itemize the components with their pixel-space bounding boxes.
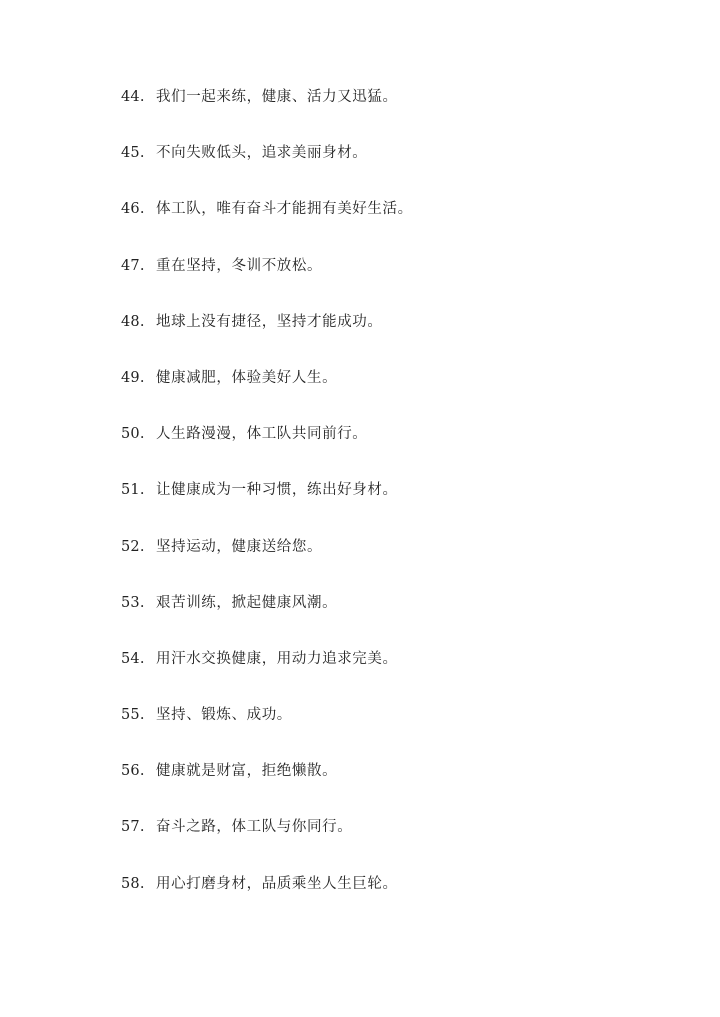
list-item — [121, 704, 413, 760]
list-item — [121, 479, 413, 535]
item-number: 44. — [121, 89, 145, 105]
item-text: 我们一起来练，健康、活力又迅猛。 — [156, 89, 398, 105]
item-number: 48. — [121, 313, 145, 330]
list-item — [121, 86, 413, 142]
item-number: 55. — [121, 707, 145, 724]
item-text: 健康减肥，体验美好人生。 — [156, 369, 338, 386]
list-item — [121, 592, 413, 648]
item-text: 体工队，唯有奋斗才能拥有美好生活。 — [156, 201, 413, 218]
item-number: 45. — [121, 145, 145, 162]
item-number: 57. — [121, 819, 145, 836]
list-item — [121, 311, 413, 367]
item-text: 用汗水交换健康，用动力追求完美。 — [156, 650, 398, 667]
list-item — [121, 142, 413, 198]
item-number: 51. — [121, 482, 145, 499]
item-number: 53. — [121, 594, 145, 611]
list-item — [121, 816, 413, 872]
slogan-list — [121, 86, 413, 929]
list-item — [121, 873, 413, 929]
list-item — [121, 198, 413, 254]
item-text: 重在坚持，冬训不放松。 — [156, 257, 323, 274]
item-text: 让健康成为一种习惯，练出好身材。 — [156, 482, 398, 499]
item-text: 人生路漫漫，体工队共同前行。 — [156, 426, 368, 443]
item-text: 奋斗之路，体工队与你同行。 — [156, 819, 353, 836]
list-item — [121, 367, 413, 423]
item-text: 不向失败低头，追求美丽身材。 — [156, 145, 368, 162]
item-number: 52. — [121, 538, 145, 555]
item-number: 54. — [121, 650, 145, 667]
item-text: 坚持运动，健康送给您。 — [156, 538, 323, 555]
item-number: 49. — [121, 369, 145, 386]
item-text: 地球上没有捷径，坚持才能成功。 — [156, 313, 383, 330]
list-item — [121, 760, 413, 816]
item-text: 坚持、锻炼、成功。 — [156, 707, 292, 724]
item-number: 47. — [121, 257, 145, 274]
item-text: 健康就是财富，拒绝懒散。 — [156, 763, 338, 780]
list-item — [121, 648, 413, 704]
item-number: 46. — [121, 201, 145, 218]
item-text: 艰苦训练，掀起健康风潮。 — [156, 594, 338, 611]
list-item — [121, 536, 413, 592]
list-item — [121, 255, 413, 311]
item-number: 50. — [121, 426, 145, 443]
list-item — [121, 423, 413, 479]
item-number: 58. — [121, 875, 145, 892]
item-text: 用心打磨身材，品质乘坐人生巨轮。 — [156, 875, 398, 892]
item-number: 56. — [121, 763, 145, 780]
